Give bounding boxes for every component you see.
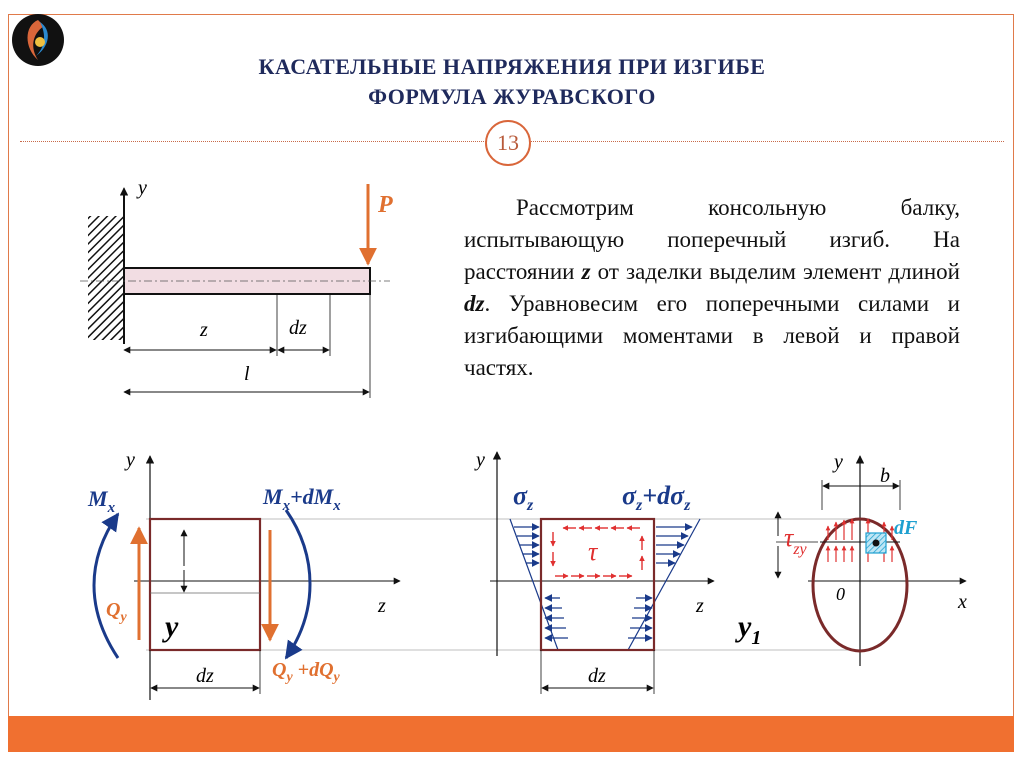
shear-Qy-label: $Q_y$ — [106, 599, 127, 625]
tau-label: τ — [588, 537, 598, 566]
fixed-support-hatch — [88, 216, 124, 340]
element-z-label: z — [378, 595, 386, 617]
para-text-2: от заделки выделим элемент длиной — [590, 259, 960, 284]
section-origin-label: 0 — [836, 584, 845, 604]
stress-right-epure — [628, 519, 700, 650]
para-text-1: Рассмотрим консольную балку, испытывающую поперечный изгиб. На расстоянии — [464, 195, 960, 284]
element-y-bold: y — [165, 610, 179, 643]
stress-z-label: z — [696, 595, 704, 617]
cantilever-beam-diagram — [80, 177, 393, 398]
stress-element-diagram — [474, 449, 761, 694]
section-x-label: x — [958, 591, 967, 613]
sigma-z-label: $\sigma_z$ — [513, 481, 534, 514]
beam-y-label: y — [138, 177, 147, 199]
sigma-right-arrows — [628, 527, 692, 638]
element-y-label: y — [126, 449, 135, 471]
sigma-dsigma-label: $\sigma_z+d\sigma_z$ — [622, 481, 691, 514]
dF-label: dF — [894, 517, 918, 539]
para-text-3: . Уравновесим его поперечными силами и изгибающими моментами в левой и правой частях. — [464, 291, 960, 380]
force-P-label: P — [378, 192, 393, 218]
cross-section-diagram — [776, 451, 967, 666]
moment-Mx-label: $M_x$ — [88, 486, 116, 516]
moment-MdM-arrow — [286, 510, 310, 658]
para-var-z: z — [581, 259, 591, 284]
footer-accent-bar — [8, 716, 1014, 752]
moment-Mx-arrow — [94, 514, 118, 658]
moment-MdM-label: $M_x+dM_x$ — [263, 484, 341, 514]
title-line-2: ФОРМУЛА ЖУРАВСКОГО — [368, 84, 656, 109]
stress-left-epure — [510, 519, 558, 650]
element-forces-diagram — [87, 449, 400, 700]
dF-centroid-dot — [873, 540, 880, 547]
dim-dz-label: dz — [289, 317, 307, 339]
element-dz-label: dz — [196, 665, 214, 687]
section-y-label: y — [834, 451, 843, 473]
stress-dz-label: dz — [588, 665, 606, 687]
stress-y-label: y — [476, 449, 485, 471]
y1-label: $y_1$ — [738, 610, 762, 649]
dim-z-label: z — [200, 319, 208, 341]
tau-zy-label: $\tau_{zy}$ — [784, 523, 807, 558]
dim-l-label: l — [244, 363, 250, 385]
para-var-dz: dz — [464, 291, 485, 316]
page-number-badge: 13 — [485, 120, 531, 166]
tau-arrows — [553, 528, 642, 576]
title-line-1: КАСАТЕЛЬНЫЕ НАПРЯЖЕНИЯ ПРИ ИЗГИБЕ — [258, 54, 766, 79]
shear-QdQ-label: $Q_y +dQ_y$ — [272, 659, 340, 685]
b-label: b — [880, 465, 890, 487]
stress-element-box — [541, 519, 654, 650]
